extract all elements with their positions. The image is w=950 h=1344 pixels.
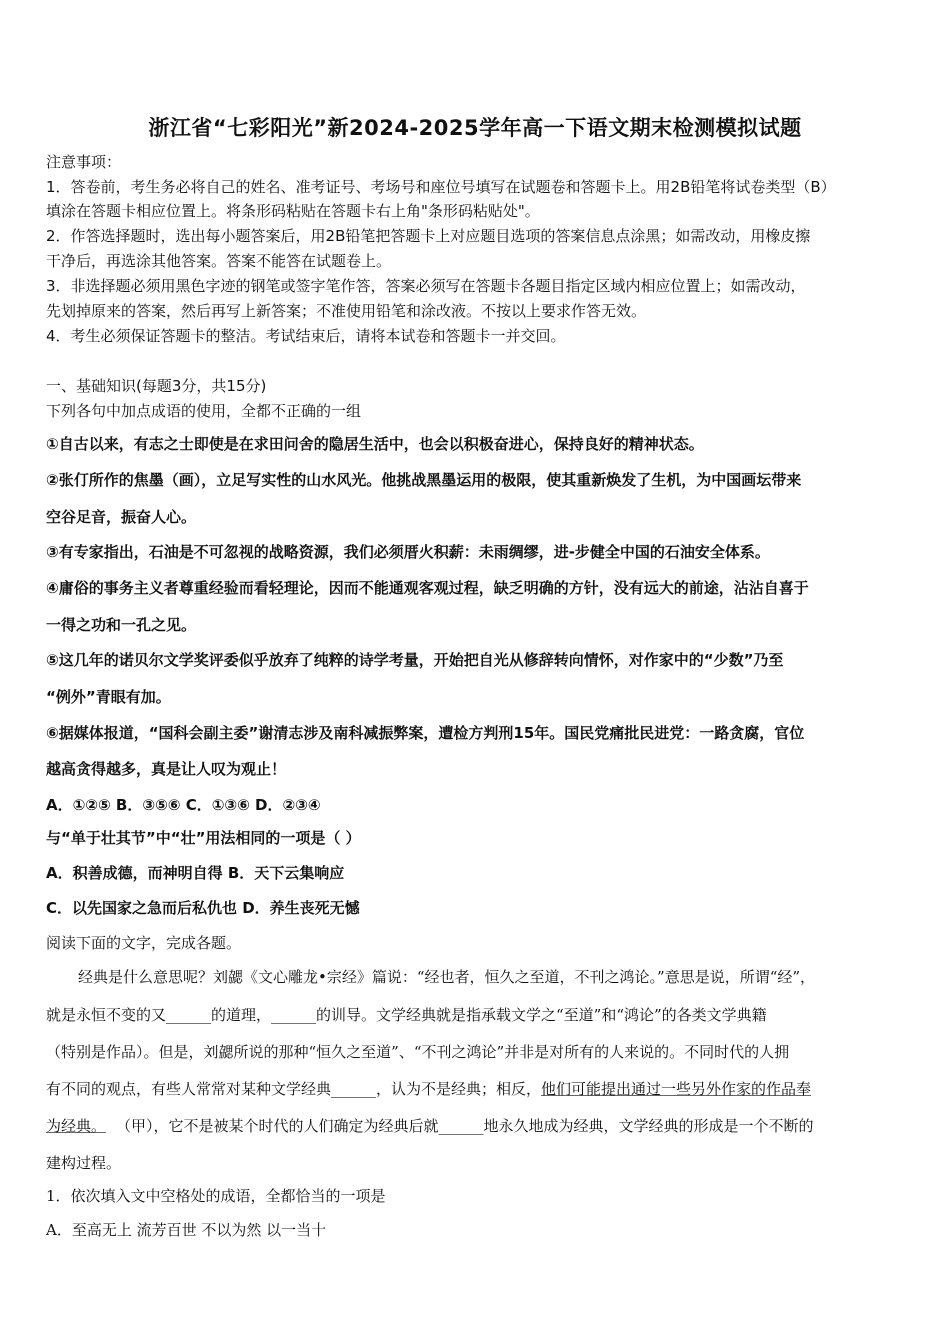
answer-options: A．积善成德，而神明自得 B．天下云集响应: [46, 864, 345, 882]
question-sentence: ②张仃所作的焦墨（画），立足写实性的山水风光。他挑战黑墨运用的极限，使其重新焕发了生机，为中国画坛带来: [46, 471, 802, 489]
notice-line: 填涂在答题卡相应位置上。将条形码粘贴在答题卡右上角"条形码粘贴处"。: [46, 202, 540, 220]
reading-intro: 阅读下面的文字，完成各题。: [46, 934, 242, 952]
passage-line: [46, 1078, 911, 1100]
passage-line: 经典是什么意思呢？刘勰《文心雕龙•宗经》篇说：“经也者，恒久之至道，不刊之鸿论。”意思是说，所谓“经”，: [78, 968, 816, 986]
question-sentence: 越高贪得越多，真是让人叹为观止！: [46, 760, 287, 778]
question-sentence: ①自古以来，有志之士即使是在求田问舍的隐居生活中，也会以积极奋进心，保持良好的精神状态。: [46, 435, 704, 453]
answer-options: C．以先国家之急而后私仇也 D．养生丧死无憾: [46, 899, 360, 917]
notice-line: 4．考生必须保证答题卡的整洁。考试结束后，请将本试卷和答题卡一并交回。: [46, 327, 566, 345]
question-sentence: ⑤这几年的诺贝尔文学奖评委似乎放弃了纯粹的诗学考量，开始把自光从修辞转向情怀，对作家中的“少数”乃至: [46, 651, 784, 669]
notice-line: 1．答卷前，考生务必将自己的姓名、准考证号、考场号和座位号填写在试题卷和答题卡上。用2B铅笔将试卷类型（B）: [46, 178, 836, 196]
question-sentence: ⑥据媒体报道，“国科会副主委”谢清志涉及南科减振弊案，遭检方判刑15年。国民党痛批民进党：一路贪腐，官位: [46, 724, 805, 742]
passage-line: 就是永恒不变的又______的道理，______的训导。文学经典就是指承载文学之“至道”和“鸿论”的各类文学典籍: [46, 1006, 767, 1024]
passage-line: （特别是作品）。但是，刘勰所说的那种“恒久之至道”、“不刊之鸿论”并非是对所有的人来说的。不同时代的人拥: [46, 1043, 790, 1061]
answer-option: A．至高无上 流芳百世 不以为然 以一当十: [46, 1221, 327, 1239]
passage-line: [46, 1115, 911, 1137]
question-stem: 下列各句中加点成语的使用，全都不正确的一组: [46, 402, 362, 420]
notice-line: 先划掉原来的答案，然后再写上新答案；不准使用铅笔和涂改液。不按以上要求作答无效。: [46, 302, 647, 320]
question-sentence: 一得之功和一孔之见。: [46, 616, 197, 634]
underlined-sentence: 他们可能提出通过一些另外作家的作品奉: [541, 1080, 812, 1098]
answer-options: A．①②⑤ B．③⑤⑥ C．①③⑥ D．②③④: [46, 796, 321, 814]
question-sentence: ③有专家指出，石油是不可忽视的战略资源，我们必须厝火积薪：未雨绸缪，进-步健全中国的石油安全体系。: [46, 543, 770, 561]
section-heading: 一、基础知识(每题3分，共15分): [46, 377, 267, 395]
underlined-sentence: 为经典。: [46, 1117, 107, 1135]
passage-text: （甲），它不是被某个时代的人们确定为经典后就______地永久地成为经典，文学经典的形成是一个不断的: [116, 1117, 814, 1135]
question-stem: 1．依次填入文中空格处的成语，全都恰当的一项是: [46, 1187, 386, 1205]
notice-line: 干净后，再选涂其他答案。答案不能答在试题卷上。: [46, 252, 392, 270]
question-sentence: “例外”青眼有加。: [46, 688, 171, 706]
notice-heading: 注意事项：: [46, 153, 122, 171]
passage-line: 建构过程。: [46, 1154, 122, 1172]
notice-line: 3．非选择题必须用黑色字迹的钢笔或签字笔作答，答案必须写在答题卡各题目指定区域内相应位置上；如需改动，: [46, 277, 806, 295]
page-title: 浙江省“七彩阳光”新2024-2025学年高一下语文期末检测模拟试题: [148, 116, 802, 140]
notice-line: 2．作答选择题时，选出每小题答案后，用2B铅笔把答题卡上对应题目选项的答案信息点涂黑；如需改动，用橡皮擦: [46, 227, 811, 245]
passage-text: 有不同的观点，有些人常常对某种文学经典______，认为不是经典；相反，: [46, 1080, 542, 1098]
question-stem: 与“单于壮其节”中“壮”用法相同的一项是（ ）: [46, 829, 361, 847]
question-sentence: ④庸俗的事务主义者尊重经验而看轻理论，因而不能通观客观过程，缺乏明确的方针，没有远大的前途，沾沾自喜于: [46, 579, 809, 597]
question-sentence: 空谷足音，振奋人心。: [46, 508, 197, 526]
